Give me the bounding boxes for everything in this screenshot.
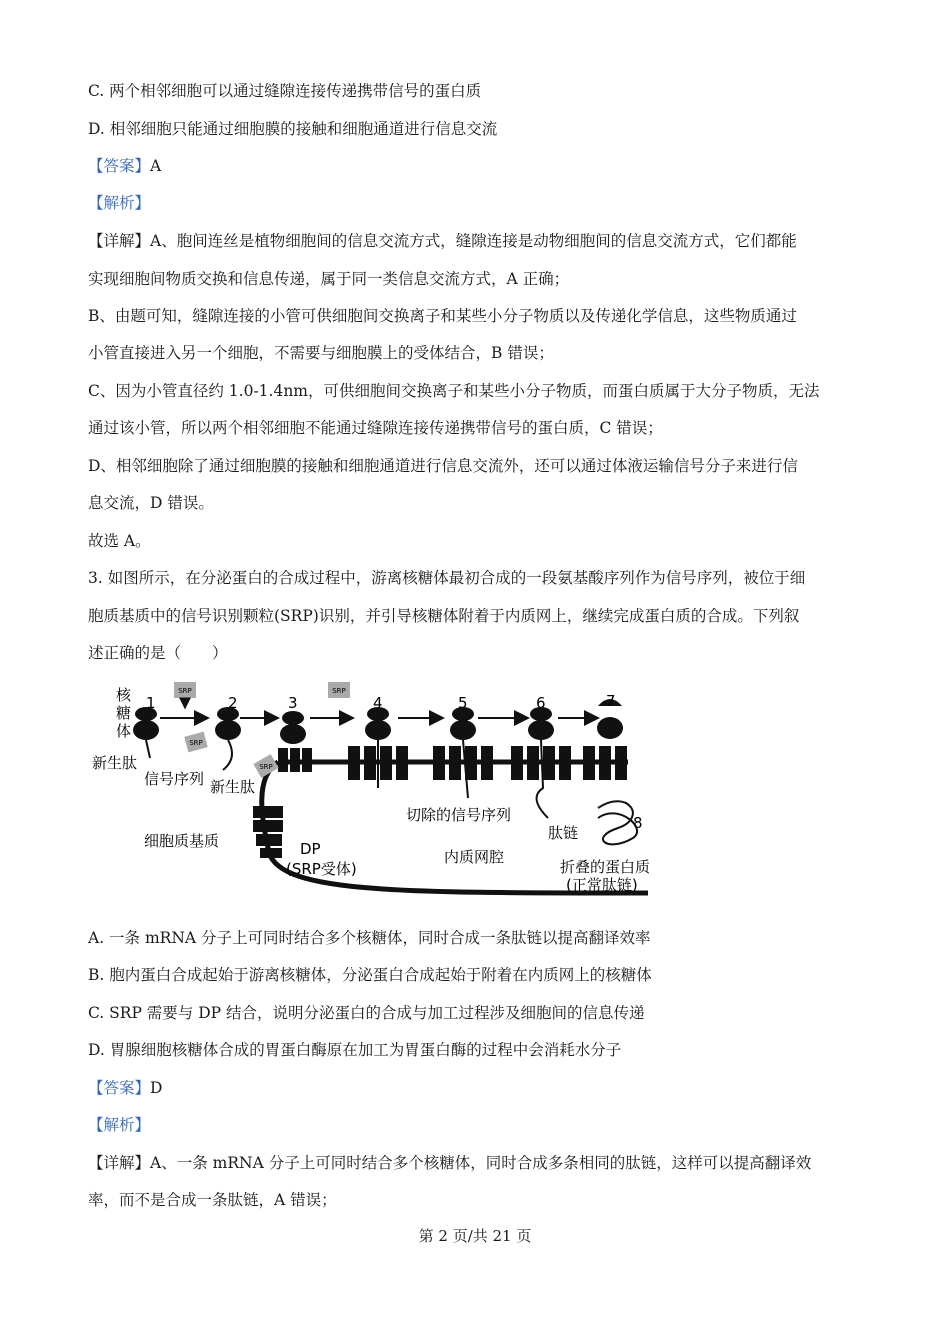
svg-text:肽链: 肽链 (548, 824, 579, 842)
svg-text:SRP: SRP (332, 687, 346, 695)
question-3-option-b: B. 胞内蛋白合成起始于游离核糖体，分泌蛋白合成起始于附着在内质网上的核糖体 (88, 966, 652, 984)
svg-text:4: 4 (373, 694, 383, 712)
svg-text:8: 8 (633, 814, 643, 832)
svg-text:DP: DP (300, 840, 321, 858)
srp-diagram (88, 678, 668, 900)
svg-text:核: 核 (116, 686, 132, 704)
detail-label: 【详解】 (88, 1154, 151, 1172)
question-3-option-c: C. SRP 需要与 DP 结合，说明分泌蛋白的合成与加工过程涉及细胞间的信息传递 (88, 1004, 645, 1022)
srp-tag-bound (184, 732, 207, 753)
svg-text:SRP: SRP (259, 763, 273, 771)
svg-text:体: 体 (116, 722, 132, 740)
svg-text:SRP: SRP (178, 687, 192, 695)
prev-option-c: C. 两个相邻细胞可以通过缝隙连接传递携带信号的蛋白质 (88, 82, 482, 100)
svg-text:切除的信号序列: 切除的信号序列 (406, 806, 512, 824)
channel-7 (583, 746, 627, 780)
detail-1-a-line2: 实现细胞间物质交换和信息传递，属于同一类信息交流方式，A 正确； (88, 270, 570, 288)
question-3-line3: 述正确的是（ ） (88, 644, 228, 662)
analysis-2 (88, 1114, 150, 1136)
svg-text:糖: 糖 (116, 704, 132, 722)
detail-1-c-line1: C、因为小管直径约 1.0-1.4nm，可供细胞间交换离子和某些小分子物质，而蛋白质属于大分子物质，无法 (88, 382, 820, 400)
dp-receptor (253, 806, 283, 858)
svg-text:折叠的蛋白质: 折叠的蛋白质 (560, 858, 651, 876)
svg-text:SRP: SRP (189, 739, 203, 747)
analysis-1 (88, 192, 150, 214)
answer-1 (88, 155, 161, 177)
svg-text:内质网腔: 内质网腔 (444, 848, 505, 866)
detail-1-b-line1: B、由题可知，缝隙连接的小管可供细胞间交换离子和某些小分子物质以及传递化学信息，这些物质通过 (88, 307, 797, 325)
choose-1: 故选 A。 (88, 532, 151, 550)
ribosome-3 (280, 711, 306, 744)
svg-text:新生肽: 新生肽 (210, 778, 256, 796)
svg-text:细胞质基质: 细胞质基质 (144, 832, 220, 850)
folded-protein-shape (598, 801, 637, 844)
detail-1-b-line2: 小管直接进入另一个细胞，不需要与细胞膜上的受体结合，B 错误； (88, 344, 554, 362)
question-3-line2: 胞质基质中的信号识别颗粒(SRP)识别，并引导核糖体附着于内质网上，继续完成蛋白质的合成。下列叙 (88, 607, 800, 625)
srp-tag-docked (253, 754, 278, 778)
answer-label: 【答案】 (88, 1079, 151, 1097)
analysis-label: 【解析】 (88, 1116, 151, 1134)
detail-2-a-line2: 率，而不是合成一条肽链，A 错误； (88, 1191, 337, 1209)
detail-label: 【详解】 (88, 232, 151, 250)
srp-tag-free (174, 682, 196, 698)
answer-value: D (150, 1079, 163, 1097)
page-footer: 第 2 页/共 21 页 (418, 1227, 532, 1245)
answer-value: A (150, 157, 162, 175)
detail-1-d-line2: 息交流，D 错误。 (88, 494, 214, 512)
question-3-line1: 3. 如图所示，在分泌蛋白的合成过程中，游离核糖体最初合成的一段氨基酸序列作为信号序列，被位于细 (88, 569, 806, 587)
detail-1-a-line1 (88, 230, 797, 252)
srp-tag-released (328, 682, 350, 698)
answer-2 (88, 1077, 162, 1099)
detail-text: A、一条 mRNA 分子上可同时结合多个核糖体，同时合成多条相同的肽链，这样可以提高翻译效 (150, 1154, 812, 1172)
detail-text: A、胞间连丝是植物细胞间的信息交流方式，缝隙连接是动物细胞间的信息交流方式，它们都能 (150, 232, 797, 250)
svg-text:(SRP受体): (SRP受体) (286, 860, 357, 878)
svg-text:1: 1 (146, 694, 156, 712)
question-3-option-d: D. 胃腺细胞核糖体合成的胃蛋白酶原在加工为胃蛋白酶的过程中会消耗水分子 (88, 1041, 622, 1059)
svg-text:新生肽: 新生肽 (92, 754, 138, 772)
prev-option-d: D. 相邻细胞只能通过细胞膜的接触和细胞通道进行信息交流 (88, 120, 498, 138)
svg-text:3: 3 (288, 694, 298, 712)
svg-text:5: 5 (458, 694, 468, 712)
question-3-option-a: A. 一条 mRNA 分子上可同时结合多个核糖体，同时合成一条肽链以提高翻译效率 (88, 929, 651, 947)
detail-1-d-line1: D、相邻细胞除了通过细胞膜的接触和细胞通道进行信息交流外，还可以通过体液运输信号分子来进行信 (88, 457, 798, 475)
svg-text:(正常肽链): (正常肽链) (566, 876, 638, 894)
detail-2-a-line1 (88, 1152, 811, 1174)
channel-3 (278, 748, 312, 772)
svg-text:7: 7 (606, 692, 616, 710)
detail-1-c-line2: 通过该小管，所以两个相邻细胞不能通过缝隙连接传递携带信号的蛋白质，C 错误； (88, 419, 663, 437)
answer-label: 【答案】 (88, 157, 151, 175)
svg-text:6: 6 (536, 694, 546, 712)
analysis-label: 【解析】 (88, 194, 151, 212)
svg-text:2: 2 (228, 694, 238, 712)
svg-text:信号序列: 信号序列 (144, 770, 205, 788)
